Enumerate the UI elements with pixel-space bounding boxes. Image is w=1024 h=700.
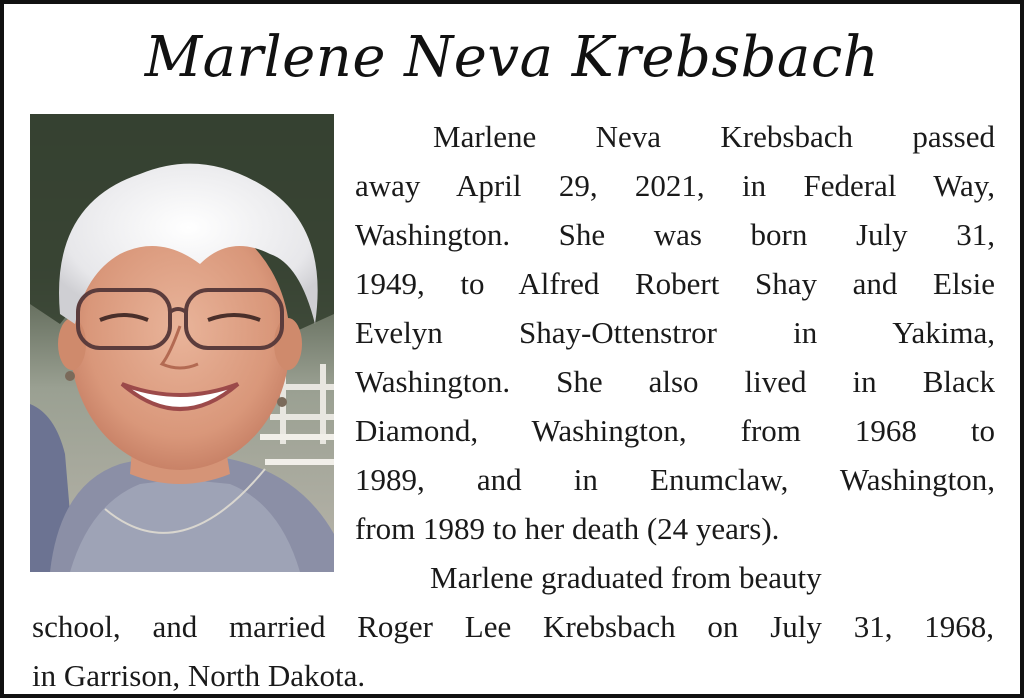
body-line: from 1989 to her death (24 years).	[355, 511, 780, 546]
body-line: Marlene Neva Krebsbach passed	[433, 119, 995, 154]
body-line: Washington. She also lived in Black	[355, 364, 995, 399]
body-line: in Garrison, North Dakota.	[32, 658, 366, 693]
body-line: school, and married Roger Lee Krebsbach on July 31, 1968,	[32, 609, 994, 644]
body-line: Marlene graduated from beauty	[430, 560, 822, 595]
body-line: 1989, and in Enumclaw, Washington,	[355, 462, 995, 497]
body-line: Diamond, Washington, from 1968 to	[355, 413, 995, 448]
body-line: Evelyn Shay-Ottenstror in Yakima,	[355, 315, 995, 350]
obituary-title: Marlene Neva Krebsbach	[144, 25, 880, 90]
obituary-body-full-width	[32, 553, 994, 700]
obituary-body-column	[355, 112, 995, 553]
body-line: Washington. She was born July 31,	[355, 217, 995, 252]
portrait-photo	[30, 114, 334, 572]
body-line: 1949, to Alfred Robert Shay and Elsie	[355, 266, 995, 301]
body-line: away April 29, 2021, in Federal Way,	[355, 168, 995, 203]
